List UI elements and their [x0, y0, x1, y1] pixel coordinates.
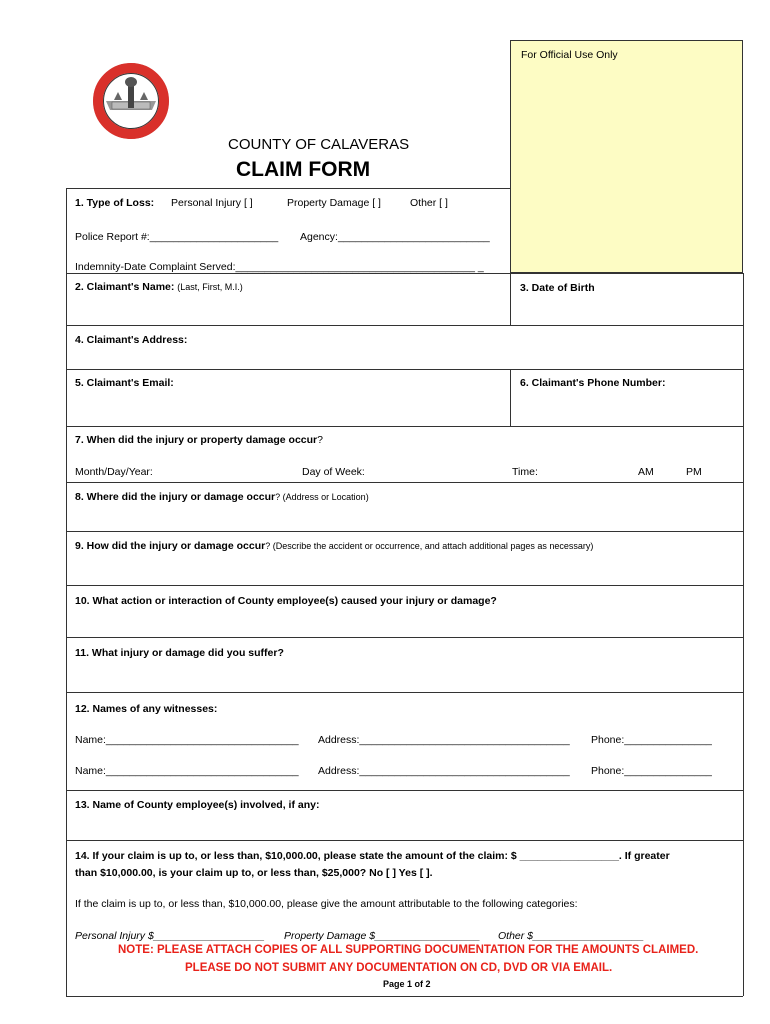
divider: [66, 325, 743, 326]
no-cd-email-note: PLEASE DO NOT SUBMIT ANY DOCUMENTATION ON CD, DVD OR VIA EMAIL.: [185, 962, 613, 974]
claimant-email-field[interactable]: 5. Claimant's Email:: [75, 377, 174, 389]
employees-involved-field[interactable]: 13. Name of County employee(s) involved, if any:: [75, 799, 320, 811]
official-use-box: [510, 40, 743, 273]
supporting-docs-note: NOTE: PLEASE ATTACH COPIES OF ALL SUPPORTING DOCUMENTATION FOR THE AMOUNTS CLAIMED.: [118, 944, 699, 956]
county-name: COUNTY OF CALAVERAS: [228, 136, 410, 153]
type-of-loss: [75, 197, 154, 209]
claimant-name-field[interactable]: [75, 281, 243, 293]
other-checkbox[interactable]: Other [ ]: [410, 197, 448, 209]
how-injury-label: 9. How did the injury or damage occur: [75, 540, 266, 552]
property-damage-checkbox[interactable]: Property Damage [ ]: [287, 197, 381, 209]
date-of-birth-field[interactable]: 3. Date of Birth: [520, 282, 595, 294]
day-of-week-field[interactable]: Day of Week:: [302, 466, 365, 478]
indemnity-date-field[interactable]: Indemnity-Date Complaint Served:_________________________________________ _: [75, 261, 484, 273]
incident-date-field[interactable]: Month/Day/Year:: [75, 466, 153, 478]
pm-option[interactable]: PM: [686, 466, 702, 478]
am-option[interactable]: AM: [638, 466, 654, 478]
county-seal: [92, 62, 170, 140]
form-border-left: [66, 188, 67, 996]
agency-field[interactable]: Agency:__________________________: [300, 231, 490, 243]
type-of-loss-label: 1. Type of Loss:: [75, 197, 155, 209]
claim-amount-field[interactable]: 14. If your claim is up to, or less than, $10,000.00, please state the amount of the claim: $ _________________. If greater: [75, 850, 670, 862]
property-damage-amount-field[interactable]: Property Damage $__________________: [284, 930, 481, 942]
claim-over-limit-field[interactable]: than $10,000.00, is your claim up to, or less than, $25,000? No [ ] Yes [ ].: [75, 867, 433, 879]
claimant-name-label: 2. Claimant's Name:: [75, 281, 175, 293]
witness-2-phone-field[interactable]: Phone:_______________: [591, 765, 712, 777]
claimant-address-field[interactable]: 4. Claimant's Address:: [75, 334, 188, 346]
divider: [66, 482, 743, 483]
divider: [66, 692, 743, 693]
divider: [66, 426, 743, 427]
witness-1-name-field[interactable]: Name:_________________________________: [75, 734, 299, 746]
personal-injury-checkbox[interactable]: Personal Injury [ ]: [171, 197, 253, 209]
other-amount-field[interactable]: Other $___________________: [498, 930, 644, 942]
official-use-label: For Official Use Only: [521, 49, 618, 61]
witness-2-name-field[interactable]: Name:_________________________________: [75, 765, 299, 777]
where-injury-field[interactable]: [75, 491, 369, 503]
divider: [510, 369, 511, 426]
divider: [66, 637, 743, 638]
how-injury-hint: ? (Describe the accident or occurrence, and attach additional pages as necessary): [265, 541, 594, 551]
divider: [66, 790, 743, 791]
when-injury-question: [75, 434, 323, 446]
form-title: CLAIM FORM: [236, 158, 371, 181]
when-injury-label: 7. When did the injury or property damage occur: [75, 434, 318, 446]
how-injury-field[interactable]: [75, 540, 593, 552]
when-injury-mark: ?: [317, 434, 323, 446]
claimant-name-hint: (Last, First, M.I.): [177, 282, 243, 292]
time-field[interactable]: Time:: [512, 466, 538, 478]
page-number: Page 1 of 2: [383, 979, 431, 989]
form-border-bottom: [66, 996, 743, 997]
witness-1-address-field[interactable]: Address:____________________________________: [318, 734, 570, 746]
divider: [66, 585, 743, 586]
personal-injury-amount-field[interactable]: Personal Injury $___________________: [75, 930, 265, 942]
category-instructions: If the claim is up to, or less than, $10,000.00, please give the amount attributable to the following categories:: [75, 898, 578, 910]
divider: [510, 40, 511, 325]
divider: [66, 840, 743, 841]
divider: [66, 369, 743, 370]
employee-action-field[interactable]: 10. What action or interaction of County employee(s) caused your injury or damage?: [75, 595, 497, 607]
where-injury-hint: ? (Address or Location): [275, 492, 369, 502]
injury-suffered-field[interactable]: 11. What injury or damage did you suffer?: [75, 647, 284, 659]
claimant-phone-field[interactable]: 6. Claimant's Phone Number:: [520, 377, 666, 389]
witness-1-phone-field[interactable]: Phone:_______________: [591, 734, 712, 746]
form-border-top: [66, 188, 510, 189]
witnesses-label: 12. Names of any witnesses:: [75, 703, 218, 715]
form-border-right: [743, 273, 744, 996]
divider: [66, 531, 743, 532]
where-injury-label: 8. Where did the injury or damage occur: [75, 491, 276, 503]
police-report-field[interactable]: Police Report #:______________________: [75, 231, 279, 243]
divider: [66, 273, 743, 274]
witness-2-address-field[interactable]: Address:____________________________________: [318, 765, 570, 777]
